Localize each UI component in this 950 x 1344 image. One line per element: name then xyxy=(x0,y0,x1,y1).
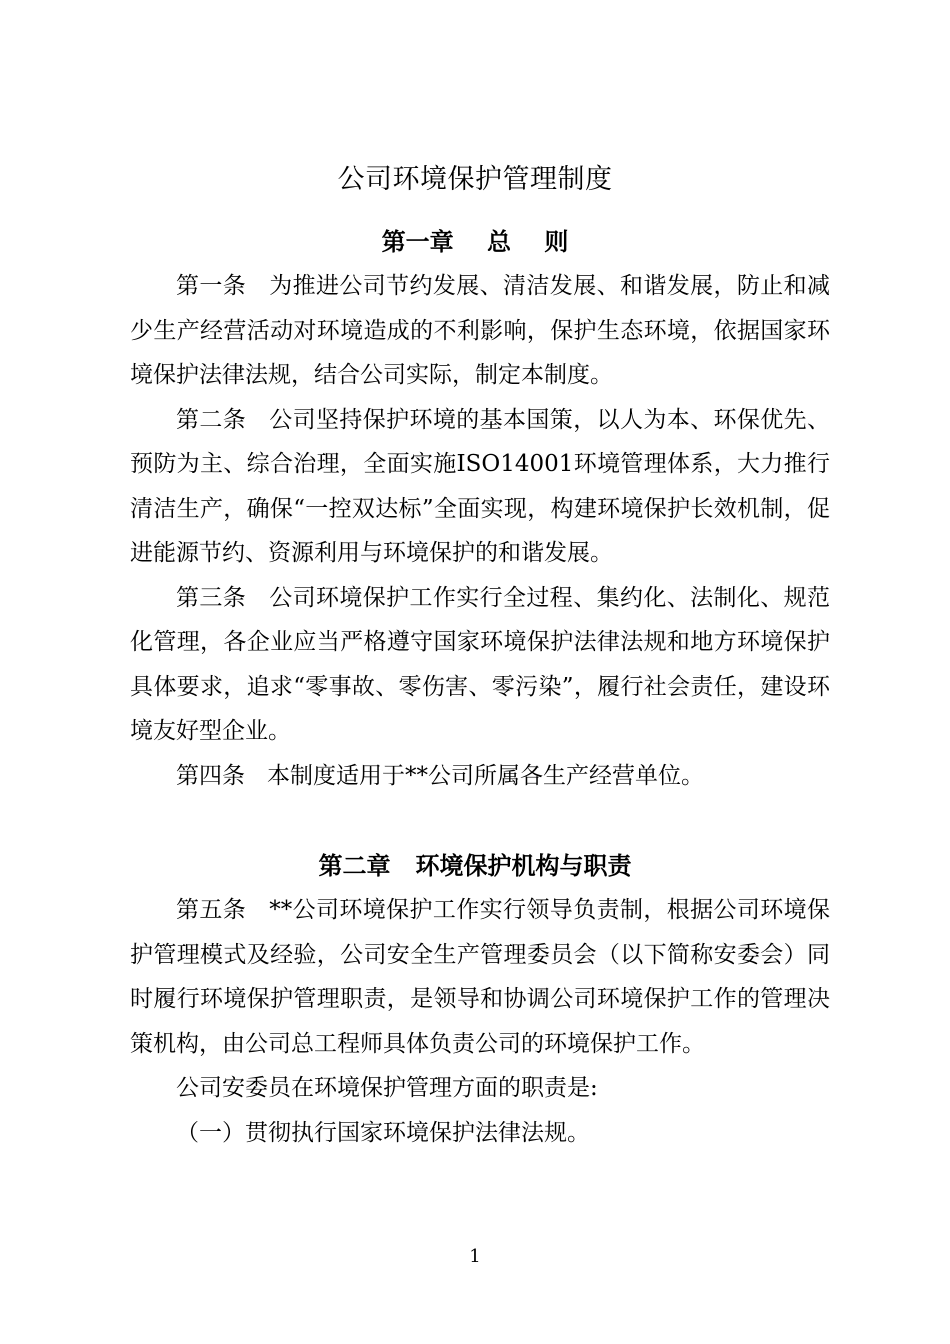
document-title: 公司环境保护管理制度 xyxy=(337,164,613,195)
article-4 xyxy=(130,754,830,799)
article-3 xyxy=(130,576,830,754)
article-text: **公司环境保护工作实行领导负责制，根据公司环境保护管理模式及经验，公司安全生产管理委员会（以下简称安委会）同时履行环境保护管理职责，是领导和协调公司环境保护工作的管理决策机构，由公司总工程师具体负责公司的环境保护工作。 xyxy=(130,897,831,1057)
article-text: 本制度适用于**公司所属各生产经营单位。 xyxy=(266,762,704,789)
article-label: 第五条 xyxy=(176,897,247,923)
chapter-2-heading: 第二章 环境保护机构与职责 xyxy=(318,852,632,880)
article-label: 第一条 xyxy=(176,273,247,299)
article-label: 第二条 xyxy=(176,406,247,433)
article-text: 公司坚持保护环境的基本国策，以人为本、环保优先、预防为主、综合治理，全面实施ISO14001环境管理体系，大力推行清洁生产，确保“一控双达标”全面实现，构建环境保护长效机制，促进能源节约、资源利用与环境保护的和谐发展。 xyxy=(130,406,831,566)
article-text: 为推进公司节约发展、清洁发展、和谐发展，防止和减少生产经营活动对环境造成的不利影响，保护生态环境，依据国家环境保护法律法规，结合公司实际，制定本制度。 xyxy=(130,273,831,388)
chapter-1-heading: 第一章 总 则 xyxy=(381,228,569,256)
paragraph-text: 公司安委员在环境保护管理方面的职责是: xyxy=(176,1075,598,1101)
duties-intro xyxy=(130,1066,830,1111)
paragraph-text: （一）贯彻执行国家环境保护法律法规。 xyxy=(176,1119,590,1146)
article-1 xyxy=(130,264,830,398)
article-label: 第四条 xyxy=(176,762,245,789)
article-text: 公司环境保护工作实行全过程、集约化、法制化、规范化管理，各企业应当严格遵守国家环境保护法律法规和地方环境保护具体要求，追求“零事故、零伤害、零污染”，履行社会责任，建设环境友好型企业。 xyxy=(130,584,831,744)
article-5 xyxy=(130,888,830,1066)
page-number: 1 xyxy=(469,1246,481,1267)
article-2 xyxy=(130,398,830,576)
duty-item-1 xyxy=(130,1111,830,1156)
chapter-1-body xyxy=(130,264,830,798)
article-label: 第三条 xyxy=(176,584,247,611)
chapter-2-body xyxy=(130,888,830,1155)
